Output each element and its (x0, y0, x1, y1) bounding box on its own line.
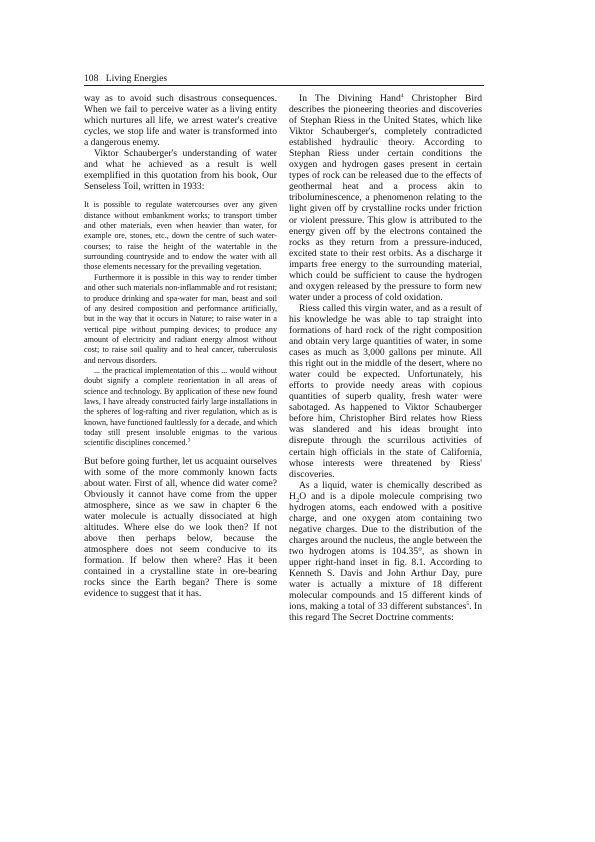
page-number: 108 (84, 73, 99, 84)
footnote-marker: 4 (400, 92, 404, 99)
text-run: Christopher Bird describes the pioneering theories and discoveries of Stephan Riess in the United States, which like Viktor Schauberger's, completely contradicted established hydraulic theory. According to Stephan Riess under certain conditions the oxygen and hydrogen gases present in certain types of rock can be released due to the effects of geothermal heat and a process akin to triboluminescence, a phenomenon relating to the light given off by crystalline rocks under friction or violent pressure. This glow is attributed to the energy given off by the electrons contained the rocks as they return from a pressure-induced, excited state to their rest orbits. As a discharge it imparts free energy to the surrounding material, which could be sufficient to cause the hydrogen and oxygen released by the pressure to form new water under a process of cold oxidation. (289, 93, 482, 303)
body-paragraph: way as to avoid such disastrous consequences. When we fail to perceive water as a living entity which nurtures all life, we arrest water's creative cycles, we stop life and water is transformed into a dangerous enemy. (84, 93, 277, 149)
left-column (84, 93, 277, 599)
text-run: O and is a dipole molecule comprising two hydrogen atoms, each endowed with a positive charge, and one oxygen atom containing two negative charges. Due to the distribution of the charges around the nucleus, the angle between the two hydrogen atoms is 104.35°, as shown in upper right-hand inset in fig. 8.1. According to Kenneth S. Davis and John Arthur Day, pure water is actually a mixture of 18 different molecular compounds and 15 different kinds of ions, making a total of 33 different substances (289, 490, 482, 613)
body-paragraph (289, 93, 482, 303)
quote-text: ... the practical implementation of this ... would without doubt signify a complete reorientation in all areas of science and technology. By application of these new found laws, I have already constructed fairly large installations in the spheres of log-rafting and river regulation, which as is known, have functioned faultlessly for a decade, and which today still present insoluble enigmas to the various scientific disciplines concerned. (84, 365, 277, 448)
footnote-marker: 5 (466, 600, 470, 607)
body-paragraph: Riess called this virgin water, and as a result of his knowledge he was able to tap straight into formations of hard rock of the right composition and obtain very large quantities of water, in some cases as much as 3,000 gallons per minute. All this right out in the middle of the desert, where no water could be expected. Unfortunately, his efforts to provide needy areas with copious quantities of superb quality, fresh water were sabotaged. As happened to Viktor Schauberger before him, Christopher Bird relates how Riess was slandered and his ideas brought into disrepute through the scurrilous activities of certain high officials in the state of California, whose interests were threatened by Riess' discoveries. (289, 302, 482, 480)
quote-paragraph (84, 366, 277, 449)
running-header (84, 73, 484, 84)
body-paragraph: But before going further, let us acquaint ourselves with some of the more commonly known facts about water. First of all, whence did water come? Obviously it cannot have come from the upper atmosphere, since as we saw in chapter 6 the water molecule is actually dissociated at high altitudes. Where else do we look then? If not above then perhaps below, because the atmosphere does not seem conducive to its formation. If below then where? Has it been contained in a crystalline state in ore-bearing rocks since the Earth began? There is some evidence to suggest that it has. (84, 455, 277, 600)
header-rule (84, 85, 484, 86)
body-paragraph: Viktor Schauberger's understanding of water and what he achieved as a result is well exemplified in this quotation from his book, Our Senseless Toil, written in 1933: (84, 148, 277, 193)
text-run: . In this regard The Secret Doctrine comments: (289, 601, 482, 624)
text-run: As a liquid, water is chemically described as H (289, 479, 482, 502)
text-run: In The Divining Hand (299, 93, 401, 104)
right-column (289, 93, 482, 623)
quote-paragraph: Furthermore it is possible in this way to render timber and other such materials non-inflammable and rot resistant; to produce drinking and spa-water for man, beast and soil of any desired composition and performance artificially, but in the way that it occurs in Nature; to raise water in a vertical pipe without pumping devices; to produce any amount of electricity and radiant energy almost without cost; to raise soil quality and to heal cancer, tuberculosis and nervous disorders. (84, 272, 277, 365)
subscript: 2 (295, 496, 300, 504)
footnote-marker: 3 (187, 437, 191, 444)
running-title: Living Energies (105, 73, 168, 84)
quote-paragraph: It is possible to regulate watercourses over any given distance without embankment works; to transport timber and other materials, even when heavier than water, for example ore, stones, etc., down the centre of such water-courses; to raise the height of the watertable in the surrounding countryside and to endow the water with all those elements necessary for the prevailing vegetation. (84, 200, 277, 272)
block-quote (84, 200, 277, 448)
body-paragraph (289, 480, 482, 624)
